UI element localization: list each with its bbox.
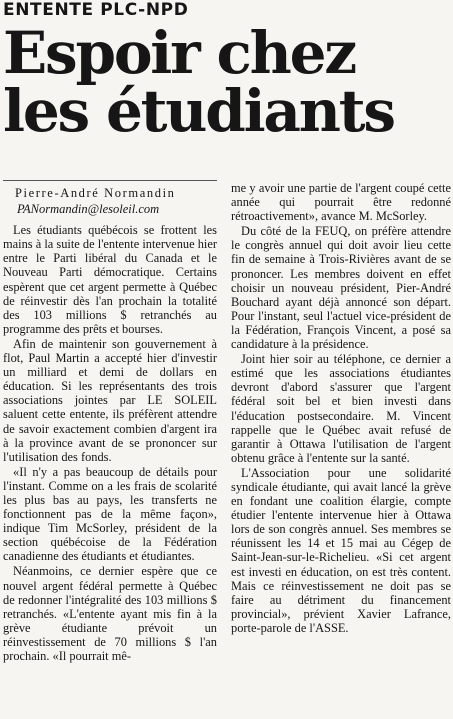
article-paragraph: Afin de maintenir son gouvernement à flot, Paul Martin a accepté hier d'investir un milliard et demi de dollars en éducation. Si les représentants des trois associations jointes par LE SOLEIL saluent cette entente, ils préfèrent attendre de savoir exactement combien d'argent ira à la province avant de se prononcer sur l'utilisation des fonds.	[3, 336, 217, 464]
article-paragraph: «Il n'y a pas beaucoup de détails pour l'instant. Comme on a les frais de scolarité les plus bas au pays, les transferts ne fonctionnent pas de la même façon», indique Tim McSorley, président de la section québécoise de la Fédération canadienne des étudiants et étudiantes.	[3, 464, 217, 564]
article-column-right	[231, 181, 451, 635]
article-paragraph: Néanmoins, ce dernier espère que ce nouvel argent fédéral permette à Québec de redonner l'intégralité des 103 millions $ retranchés. «L'entente ayant mis fin à la grève étudiante prévoit un réinvestissement de 70 millions $ l'an prochain. «Il pourrait mê-	[3, 564, 217, 663]
article-paragraph: Les étudiants québécois se frottent les mains à la suite de l'entente intervenue hier entre le Parti libéral du Canada et le Nouveau Parti démocratique. Certains espèrent que cet argent permette à Québec de réinvestir dès l'an prochain la totalité des 103 millions $ retranchés au programme des prêts et bourses.	[3, 223, 217, 336]
article-paragraph: Joint hier soir au téléphone, ce dernier a estimé que les associations étudiantes devront d'abord s'assurer que l'argent fédéral soit bel et bien investi dans l'éducation postsecondaire. M. Vincent rappelle que le Québec avait refusé de garantir à Ottawa l'utilisation de l'argent obtenu grâce à l'entente sur la santé.	[231, 352, 451, 465]
article-paragraph: L'Association pour une solidarité syndicale étudiante, qui avait lancé la grève en fondant une coalition élargie, compte étudier l'entente intervenue hier à Ottawa lors de son congrès annuel. Ses membres se réunissent les 14 et 15 mai au Cégep de Saint-Jean-sur-le-Richelieu. «Si cet argent est investi en éducation, on est très content. Mais ce réinvestissement ne doit pas se faire au détriment du financement provincial», prévient Xavier Lafrance, porte-parole de l'ASSE.	[231, 465, 451, 635]
author-email[interactable]: PANormandin@lesoleil.com	[17, 202, 160, 217]
article-column-left	[3, 180, 217, 663]
byline: Pierre-André Normandin	[3, 180, 217, 200]
headline-line-1: Espoir chez	[3, 19, 356, 87]
article-paragraph: me y avoir une partie de l'argent coupé cette année qui pourrait être redonné rétroactivement», avance M. McSorley.	[231, 181, 451, 224]
kicker: ENTENTE PLC-NPD	[3, 0, 189, 20]
headline	[3, 19, 451, 145]
article-paragraph: Du côté de la FEUQ, on préfère attendre le congrès annuel qui doit avoir lieu cette fin de semaine à Trois-Rivières avant de se prononcer. Les membres doivent en effet choisir un nouveau président, Pier-André Bouchard ayant déjà annoncé son départ. Pour l'instant, seul l'actuel vice-président de la Fédération, François Vincent, a posé sa candidature à la présidence.	[231, 224, 451, 352]
headline-line-2: les étudiants	[3, 77, 394, 145]
